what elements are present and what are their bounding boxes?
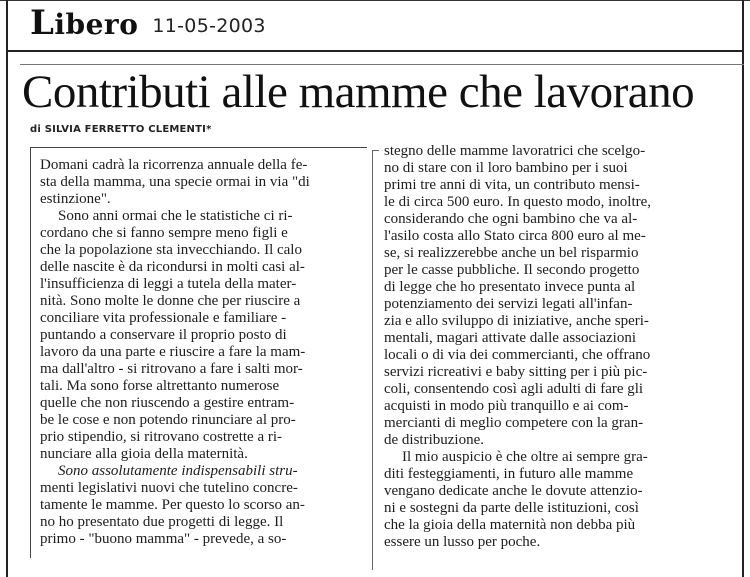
right-column-line: potenziamento dei servizi legati all'infan- — [384, 296, 633, 312]
right-column-line: considerando che ogni bambino che va al- — [384, 211, 638, 227]
right-column-line: per le casse pubbliche. Il secondo progetto — [384, 262, 640, 278]
column-divider-tick — [372, 150, 379, 151]
masthead-rule — [6, 50, 744, 52]
right-column-line: di legge che ho presentato invece punta al — [384, 279, 636, 295]
masthead — [30, 3, 266, 43]
left-column-line: sta della mamma, una specie ormai in via "di — [40, 174, 310, 190]
left-column-line: delle nascite è da ricondursi in molti casi al- — [40, 259, 305, 275]
right-column-line: se, si realizzerebbe anche un bel risparmio — [384, 245, 639, 261]
left-column-line: tamente le mamme. Per questo lo scorso an- — [40, 497, 305, 513]
right-column-line: no di stare con il loro bambino per i suoi — [384, 160, 628, 176]
right-column-line: stegno delle mamme lavoratrici che scelgo- — [384, 143, 646, 159]
right-column-line: l'asilo costa allo Stato circa 800 euro al me- — [384, 228, 646, 244]
left-column-line: quelle che non riuscendo a gestire entram- — [40, 395, 295, 411]
left-column-line: Sono assolutamente indispensabili stru- — [58, 463, 298, 479]
left-column-line: Domani cadrà la ricorrenza annuale della fe- — [40, 157, 308, 173]
page-top-edge — [0, 0, 750, 1]
left-column-line: nunciare alla gioia della maternità. — [40, 446, 248, 462]
left-column-line: nità. Sono molte le donne che per riuscire a — [40, 293, 301, 309]
left-column-line: be le cose e non potendo rinunciare al pro- — [40, 412, 296, 428]
right-column-line: vengano dedicate anche le dovute attenzio- — [384, 483, 643, 499]
byline-prefix: di — [30, 124, 41, 135]
left-column-line: no ho presentato due progetti di legge. Il — [40, 514, 284, 530]
right-column-line: Il mio auspicio è che oltre ai sempre gra- — [402, 449, 648, 465]
right-text-column — [384, 143, 710, 551]
left-column-line: lavoro da una parte e riuscire a fare la mam- — [40, 344, 306, 360]
right-column-line: acquisti in modo più tranquillo e ai com- — [384, 398, 629, 414]
right-column-line: le di circa 500 euro. In questo modo, inoltre, — [384, 194, 652, 210]
left-column-line: puntando a conservare il proprio posto di — [40, 327, 287, 343]
left-column-line: l'insufficienza di leggi a tutela della mater- — [40, 276, 297, 292]
page-right-border — [742, 0, 744, 577]
right-column-line: de distribuzione. — [384, 432, 484, 448]
logo-rest: ibero — [54, 8, 139, 41]
right-column-line: che la gioia della maternità non debba più — [384, 517, 636, 533]
column-divider — [372, 150, 373, 570]
right-column-line: primi tre anni di vita, un contributo mensi- — [384, 177, 640, 193]
right-column-line: mercianti di meglio competere con la gran- — [384, 415, 644, 431]
left-column-line: Sono anni ormai che le statistiche ci ri- — [58, 208, 293, 224]
left-column-line: tali. Ma sono forse altrettanto numerose — [40, 378, 280, 394]
right-column-line: locali o di via dei commercianti, che offrano — [384, 347, 651, 363]
left-column-line: conciliare vita professionale e familiare - — [40, 310, 287, 326]
left-column-line: menti legislativi nuovi che tutelino concre- — [40, 480, 298, 496]
left-column-line: prio stipendio, si ritrovano costrette a ri- — [40, 429, 283, 445]
left-column-line: cordano che si fanno sempre meno figli e — [40, 225, 288, 241]
article-byline — [30, 124, 212, 135]
article-headline: Contributi alle mamme che lavorano — [22, 66, 695, 118]
right-column-line: mentali, magari attivate dalle associazioni — [384, 330, 636, 346]
left-column-line: ma dall'altro - si ritrovano a fare i salti mor- — [40, 361, 303, 377]
left-text-column — [40, 157, 364, 548]
right-column-line: zia e allo sviluppo di iniziative, anche speri- — [384, 313, 649, 329]
newspaper-logo — [30, 3, 139, 43]
right-column-line: coli, consentendo così agli adulti di fare gli — [384, 381, 644, 397]
right-column-line: essere un lusso per poche. — [384, 534, 541, 550]
publication-date: 11-05-2003 — [152, 15, 266, 37]
left-column-line: che la popolazione sta invecchiando. Il calo — [40, 242, 302, 258]
headline-rule — [20, 64, 744, 65]
byline-author: SILVIA FERRETTO CLEMENTI* — [44, 124, 212, 135]
left-column-line: estinzione". — [40, 191, 111, 207]
right-column-line: diti festeggiamenti, in futuro alle mamme — [384, 466, 634, 482]
page-left-border — [6, 0, 8, 577]
right-column-line: servizi ricreativi e baby sitting per i più pic- — [384, 364, 648, 380]
logo-initial: L — [30, 3, 55, 43]
right-column-line: ni e sostegni da parte delle istituzioni, così — [384, 500, 639, 516]
left-column-line: primo - "buono mamma" - prevede, a so- — [40, 531, 287, 547]
